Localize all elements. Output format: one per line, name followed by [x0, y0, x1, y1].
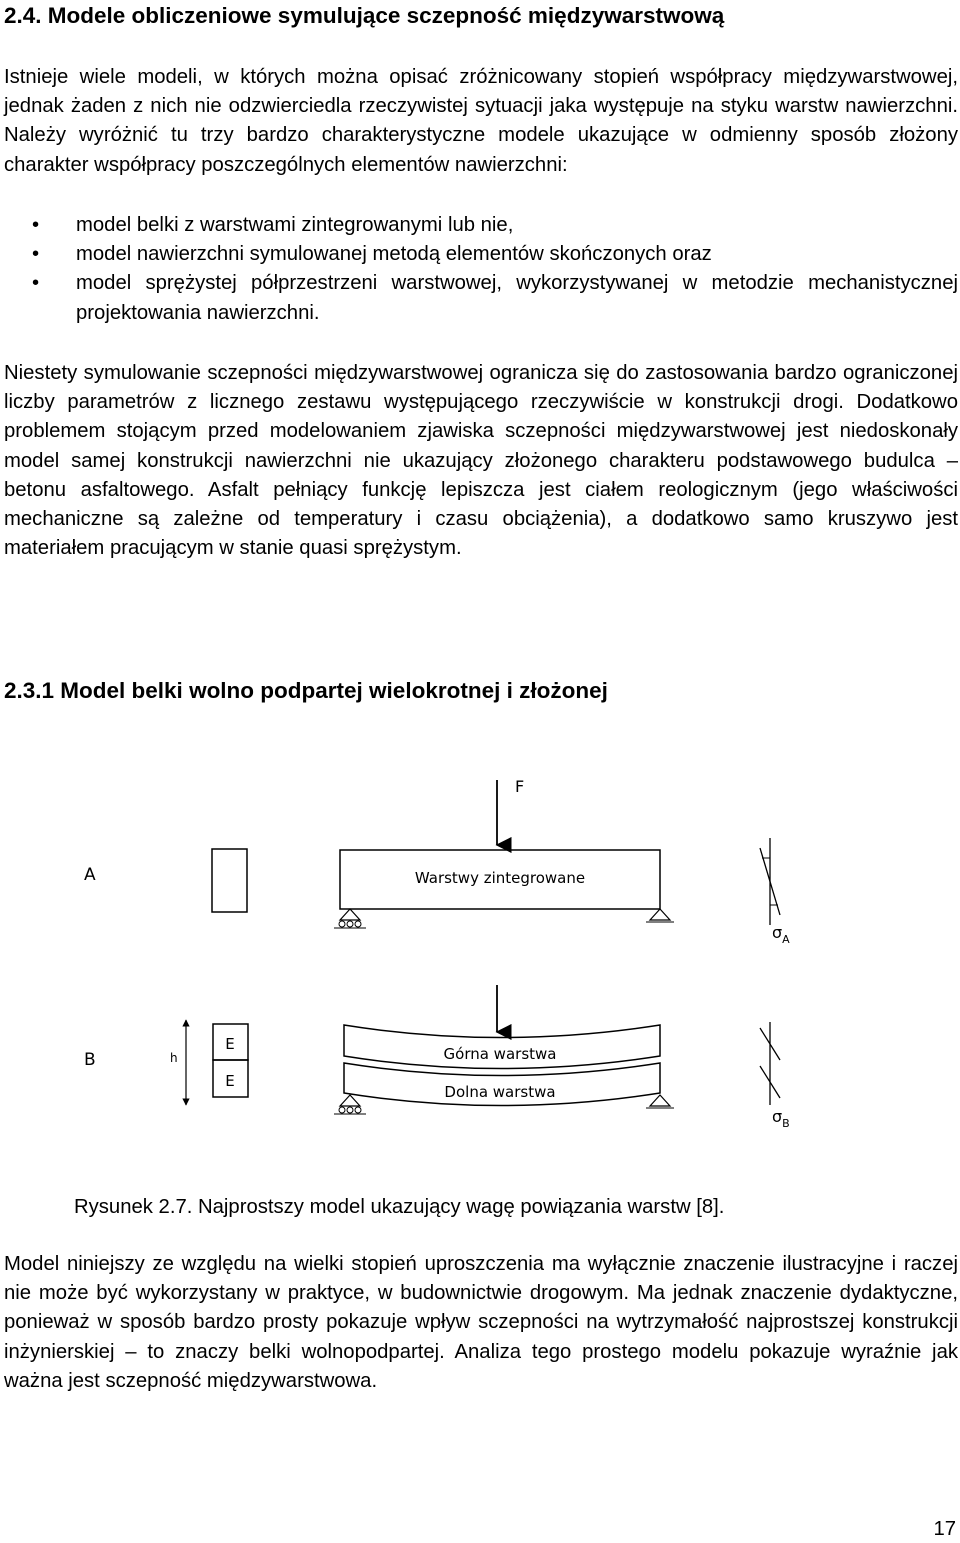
bullet-icon: • [32, 272, 40, 295]
section-heading: 2.4. Modele obliczeniowe symulujące sczepność międzywarstwową [4, 3, 725, 28]
sigma-b-label: $\sigma_B$ [772, 1107, 790, 1130]
case-a [84, 777, 790, 946]
height-label: h [170, 1051, 178, 1065]
intro-paragraph: Istnieje wiele modeli, w których można opisać zróżnicowany stopień współpracy międzywarstwowej, jednak żaden z nich nie odzwierciedla rzeczywistej sytuacji jaka występuje na styku warstw nawierzchni. Należy wyróżnić tu trzy bardzo charakterystyczne modele ukazujące w odmienny sposób złożony charakter współpracy poszczególnych elementów nawierzchni: [4, 66, 958, 176]
conclusion-paragraph: Model niniejszy ze względu na wielki stopień uproszczenia ma wyłącznie znaczenie ilustracyjne i raczej nie może być wykorzystany w praktyce, w budownictwie drogowym. Ma jednak znaczenie dydaktyczne, ponieważ w sposób bardzo prosty pokazuje wpływ sczepności na wytrzymałość najprostszej konstrukcji inżynierskiej – to znaczy belki wolnopodpartej. Analiza tego prostego modelu pokazuje wyraźnie jak ważna jest sczepność międzywarstwowa. [4, 1253, 958, 1392]
pin-support-icon [646, 1095, 674, 1108]
upper-layer-label: Górna warstwa [443, 1045, 557, 1063]
list-item-text: model sprężystej półprzestrzeni warstwowej, wykorzystywanej w metodzie mechanistycznej projektowania nawierzchni. [76, 272, 958, 324]
list-item [0, 269, 958, 327]
upper-modulus-label: E [225, 1035, 235, 1053]
sigma-a-label: $\sigma_A$ [772, 923, 790, 946]
bullet-icon: • [32, 243, 40, 266]
list-item-text: model nawierzchni symulowanej metodą elementów skończonych oraz [76, 243, 712, 266]
figure-caption: Rysunek 2.7. Najprostszy model ukazujący wagę powiązania warstw [8]. [74, 1196, 725, 1218]
pin-support-icon [334, 909, 366, 928]
lower-layer-label: Dolna warstwa [444, 1083, 556, 1101]
pin-support-icon [646, 909, 674, 922]
cross-section-a [212, 849, 247, 912]
list-item [0, 240, 958, 269]
bullet-icon: • [32, 214, 40, 236]
case-a-label: A [84, 865, 96, 885]
beam-model-figure [60, 760, 820, 1170]
page-number: 17 [933, 1518, 956, 1540]
stress-diagram-a [760, 838, 780, 925]
model-list [0, 211, 958, 328]
subsection-heading: 2.3.1 Model belki wolno podpartej wielokrotnej i złożonej [4, 678, 608, 703]
stress-diagram-b [760, 1022, 780, 1105]
beam-a-label: Warstwy zintegrowane [414, 869, 586, 887]
case-b-label: B [84, 1050, 96, 1070]
lower-modulus-label: E [225, 1072, 235, 1090]
list-item-text: model belki z warstwami zintegrowanymi lub nie, [76, 214, 514, 236]
limitations-paragraph: Niestety symulowanie sczepności międzywarstwowej ogranicza się do zastosowania bardzo ograniczonej liczby parametrów z licznego zestawu występującego rzeczywiście w konstrukcji drogi. Dodatkowo problemem stojącym przed modelowaniem zjawiska sczepności międzywarstwowej jest niedoskonały model samej konstrukcji nawierzchni nie ukazujący złożonego charakteru podstawowego budulca – betonu asfaltowego. Asfalt pełniący funkcję lepiszcza jest ciałem reologicznym (jego właściwości mechaniczne są zależne od temperatury i czasu obciążenia), a dodatkowo samo kruszywo jest materiałem pracującym w stanie quasi sprężystym. [4, 362, 958, 560]
case-b [84, 985, 790, 1130]
list-item [0, 211, 958, 240]
force-label: F [515, 777, 525, 796]
pin-support-icon [334, 1095, 366, 1114]
